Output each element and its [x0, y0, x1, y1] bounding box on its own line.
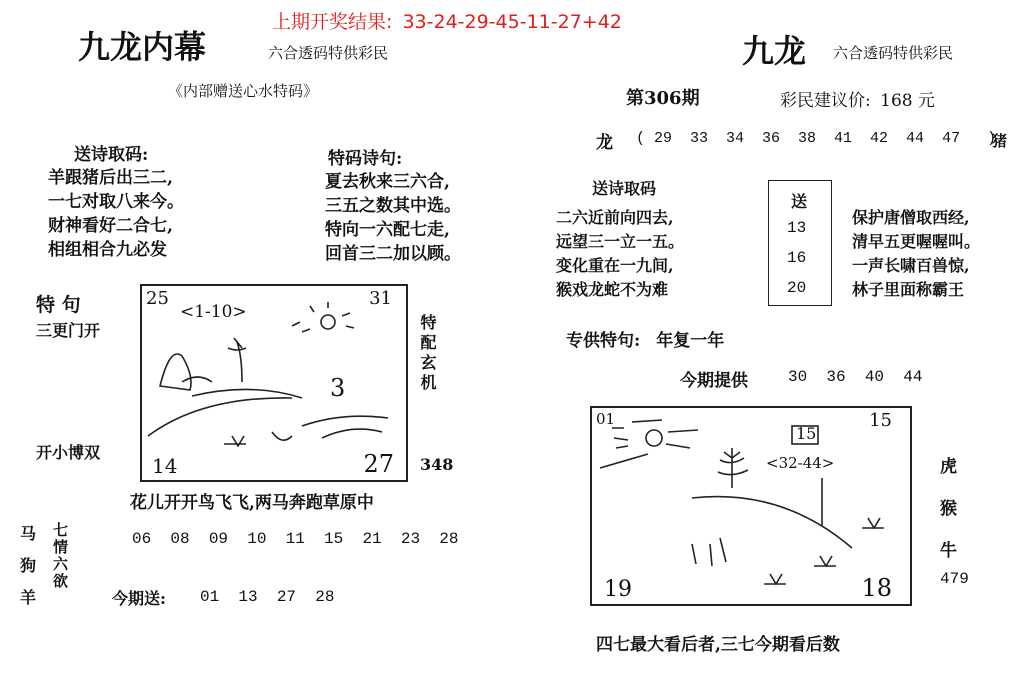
- special-line: [566, 326, 724, 351]
- picture-corner-tl: 25: [146, 288, 169, 309]
- dragon-label: 龙: [596, 133, 613, 153]
- gift-number: 16: [787, 249, 807, 267]
- picture-corner-br: 18: [861, 574, 892, 602]
- right-footer: 四七最大看后者,三七今期看后数: [596, 635, 840, 655]
- animal-label: 猴: [940, 499, 957, 519]
- animal-label: 牛: [940, 541, 957, 561]
- animal-label: 虎: [940, 457, 957, 477]
- right-poem-line: 二六近前向四去,: [556, 208, 674, 227]
- issue-number: 第306期: [626, 88, 700, 109]
- sun-sketch: [646, 430, 662, 446]
- picture-corner-br: 27: [363, 450, 394, 478]
- special-sentence-text: 三更门开: [36, 321, 101, 340]
- right-picture: [590, 406, 912, 606]
- right-poem-line: 保护唐僧取西经,: [852, 208, 970, 227]
- left-today-numbers: 01 13 27 28: [200, 588, 335, 606]
- left-sketch: [142, 286, 406, 480]
- last-result-label: 上期开奖结果:: [272, 11, 393, 33]
- right-poem-line: 猴戏龙蛇不为难: [556, 280, 669, 299]
- last-result-numbers: 33-24-29-45-11-27+42: [402, 11, 622, 33]
- left-caption: 花儿开开鸟飞飞,两马奔跑草原中: [130, 493, 374, 513]
- picture-corner-bl: 14: [152, 454, 178, 478]
- picture-corner-bl: 19: [604, 577, 632, 602]
- dragon-numbers-values: 29 33 34 36 38 41 42 44 47: [654, 130, 961, 147]
- special-poem-line: 夏去秋来三六合,: [325, 172, 450, 192]
- special-poem: [325, 170, 461, 266]
- animal-label: 狗: [20, 556, 37, 575]
- inner-note: 《内部赠送心水特码》: [168, 82, 319, 100]
- left-subtitle: 六合透码特供彩民: [268, 44, 389, 62]
- dragon-numbers: ( 29 33 34 36 38 41 42 44 47 ): [636, 130, 997, 147]
- left-picture: [140, 284, 408, 482]
- picture-digit: 15: [796, 424, 817, 443]
- right-side-number: 479: [940, 570, 969, 588]
- right-poem-right: [852, 206, 980, 302]
- right-sketch: [592, 408, 910, 604]
- right-poem-line: 一声长啸百兽惊,: [852, 256, 970, 275]
- special-poem-line: 三五之数其中选。: [325, 196, 461, 216]
- price-label: 彩民建议价:: [780, 91, 871, 111]
- rock-sketch: [160, 354, 191, 390]
- picture-corner-tr: 15: [869, 410, 892, 431]
- last-result: [272, 7, 622, 34]
- sun-sketch: [321, 315, 335, 329]
- animal-label: 马: [20, 524, 37, 543]
- side-vertical: 特配玄机: [418, 314, 437, 394]
- gift-label: 送: [791, 192, 808, 211]
- special-poem-line: 特向一六配七走,: [325, 220, 450, 240]
- gift-number: 20: [787, 279, 807, 297]
- gift-poem-line: 相组相合九必发: [48, 240, 167, 260]
- special-poem-title: 特码诗句:: [328, 149, 403, 169]
- right-poem-line: 远望三一立一五。: [556, 232, 685, 251]
- special-poem-line: 回首三二加以顾。: [325, 244, 461, 264]
- right-side-animals: [940, 446, 957, 572]
- picture-corner-tr: 31: [369, 288, 392, 309]
- right-poem-line: 清早五更喔喔叫。: [852, 232, 981, 251]
- gift-poem-line: 一七对取八来今。: [48, 192, 184, 212]
- gift-number: 13: [787, 219, 807, 237]
- seven-emotions: 七情六欲: [51, 522, 69, 590]
- special-text: 年复一年: [656, 331, 725, 351]
- gift-poem: [48, 166, 184, 262]
- right-today-label: 今期提供: [680, 371, 748, 391]
- right-poem-title: 送诗取码: [592, 179, 657, 198]
- right-poem-left: [556, 206, 684, 302]
- gift-poem-line: 羊跟猪后出三二,: [48, 168, 173, 188]
- picture-digit: 3: [330, 374, 346, 402]
- right-poem-line: 林子里面称霸王: [852, 280, 965, 299]
- right-subtitle: 六合透码特供彩民: [833, 44, 954, 62]
- right-poem-line: 变化重在一九间,: [556, 256, 674, 275]
- price-value: 168 元: [880, 91, 935, 111]
- right-today-numbers: 30 36 40 44: [788, 368, 923, 386]
- right-title: 九龙: [742, 32, 807, 70]
- left-side-number: 348: [420, 455, 454, 474]
- pig-label: 猪: [992, 132, 1008, 150]
- special-label: 专供特句:: [566, 331, 641, 351]
- left-numbers-line: 06 08 09 10 11 15 21 23 28: [132, 530, 459, 548]
- special-sentence-label: 特 句: [36, 294, 81, 316]
- price: [780, 86, 935, 111]
- left-title: 九龙内幕: [78, 28, 207, 66]
- gift-box: [768, 180, 832, 306]
- left-animals: [20, 518, 36, 614]
- gift-poem-title: 送诗取码:: [74, 145, 149, 165]
- picture-range: <1-10>: [180, 302, 247, 322]
- picture-range: <32-44>: [766, 454, 835, 472]
- picture-corner-tl: 01: [596, 410, 616, 428]
- gift-poem-line: 财神看好二合七,: [48, 216, 173, 236]
- left-today-label: 今期送:: [112, 589, 166, 608]
- animal-label: 羊: [20, 588, 37, 607]
- open-label: 开小博双: [36, 443, 101, 462]
